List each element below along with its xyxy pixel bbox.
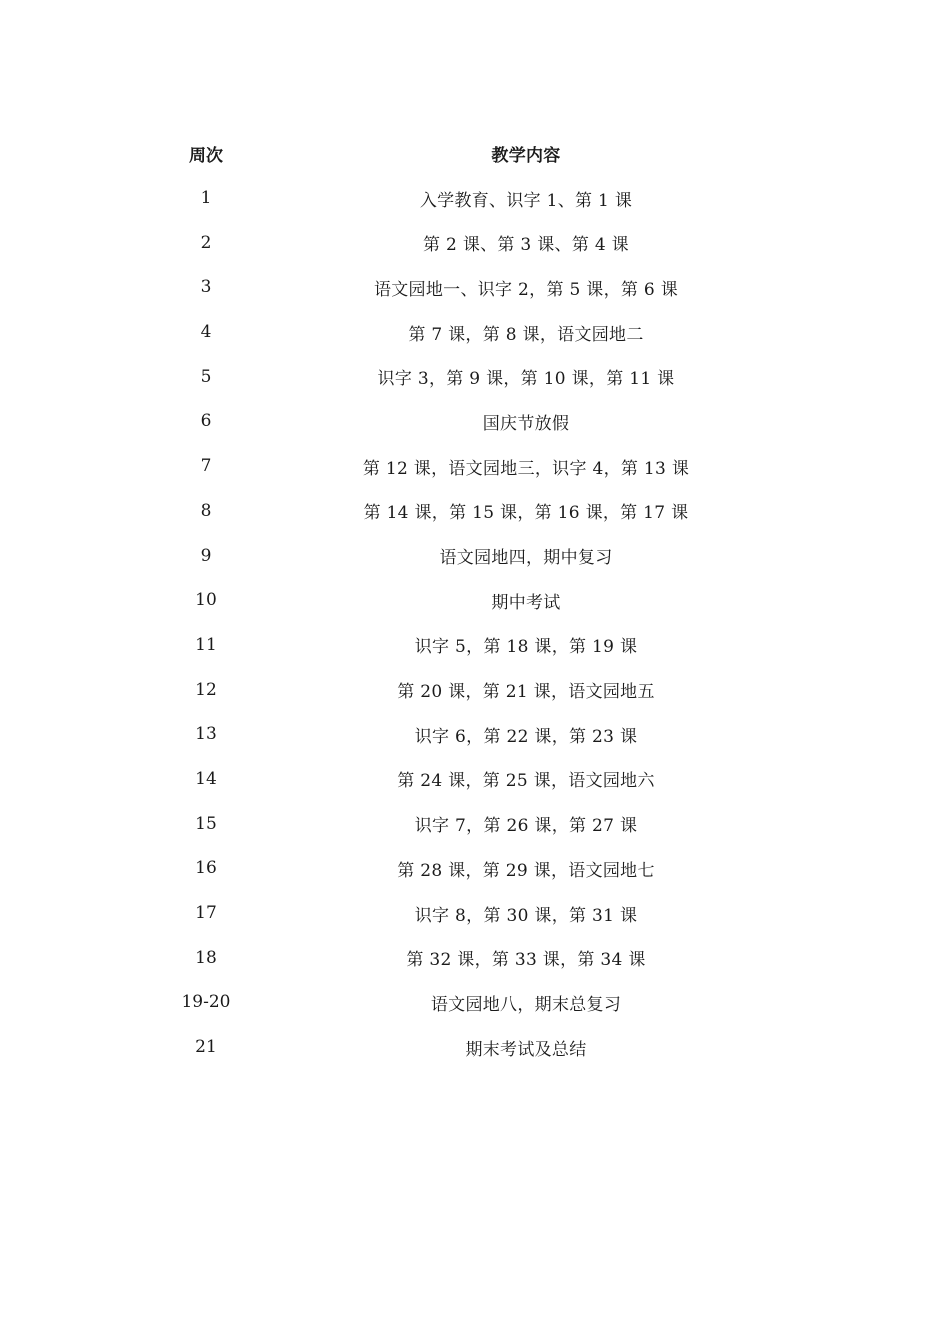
week-cell: 16: [195, 858, 217, 879]
week-cell: 8: [200, 500, 212, 521]
week-cell: 1: [200, 188, 212, 209]
table-row: [150, 354, 790, 399]
week-cell: 6: [200, 411, 212, 432]
week-cell: 14: [195, 768, 217, 789]
week-cell: 12: [195, 679, 217, 700]
content-cell: 第 7 课，第 8 课，语文园地二: [408, 324, 644, 345]
content-cell: 识字 8，第 30 课，第 31 课: [414, 905, 638, 926]
table-body: [150, 176, 790, 1070]
week-cell: 7: [200, 456, 212, 477]
table-row: [150, 935, 790, 980]
week-cell: 4: [200, 322, 212, 343]
table-row: [150, 533, 790, 578]
table-row: [150, 712, 790, 757]
table-row: [150, 1025, 790, 1070]
content-cell: 语文园地四，期中复习: [439, 548, 613, 569]
table-row: [150, 623, 790, 668]
week-cell: 11: [195, 634, 217, 655]
content-cell: 入学教育、识字 1、第 1 课: [419, 190, 633, 211]
week-cell: 3: [200, 277, 212, 298]
content-cell: 识字 3，第 9 课，第 10 课，第 11 课: [377, 369, 675, 390]
content-cell: 识字 5，第 18 课，第 19 课: [414, 637, 638, 658]
week-cell: 21: [195, 1037, 217, 1058]
content-cell: 语文园地八，期末总复习: [430, 994, 622, 1015]
week-cell: 13: [195, 724, 217, 745]
content-cell: 第 32 课，第 33 课，第 34 课: [406, 950, 646, 971]
content-cell: 第 20 课，第 21 课，语文园地五: [397, 682, 655, 703]
table-row: [150, 265, 790, 310]
content-cell: 国庆节放假: [482, 413, 570, 434]
table-row: [150, 489, 790, 534]
table-row: [150, 578, 790, 623]
week-cell: 2: [200, 232, 212, 253]
table-row: [150, 667, 790, 712]
week-cell: 10: [195, 590, 217, 611]
week-cell: 18: [195, 947, 217, 968]
content-cell: 第 24 课，第 25 课，语文园地六: [397, 771, 655, 792]
week-cell: 9: [200, 545, 212, 566]
table-row: [150, 176, 790, 221]
table-row: [150, 444, 790, 489]
week-cell: 19-20: [181, 992, 231, 1013]
table-row: [150, 310, 790, 355]
table-row: [150, 801, 790, 846]
content-cell: 期末考试及总结: [465, 1039, 587, 1060]
content-cell: 期中考试: [491, 592, 561, 613]
content-cell: 第 14 课，第 15 课，第 16 课，第 17 课: [363, 503, 689, 524]
table-row: [150, 891, 790, 936]
table-row: [150, 980, 790, 1025]
week-cell: 5: [200, 366, 212, 387]
header-week: 周次: [189, 145, 223, 166]
content-cell: 第 28 课，第 29 课，语文园地七: [397, 860, 655, 881]
table-row: [150, 399, 790, 444]
week-cell: 15: [195, 813, 217, 834]
table-row: [150, 757, 790, 802]
table-header-row: [150, 131, 790, 176]
header-content: 教学内容: [491, 145, 561, 166]
content-cell: 语文园地一、识字 2，第 5 课，第 6 课: [373, 279, 679, 300]
content-cell: 识字 7，第 26 课，第 27 课: [414, 816, 638, 837]
content-cell: 第 12 课，语文园地三，识字 4，第 13 课: [362, 458, 690, 479]
content-cell: 识字 6，第 22 课，第 23 课: [414, 726, 638, 747]
table-row: [150, 846, 790, 891]
content-cell: 第 2 课、第 3 课、第 4 课: [423, 235, 629, 256]
table-row: [150, 220, 790, 265]
teaching-schedule-table: [150, 131, 790, 1069]
week-cell: 17: [195, 903, 217, 924]
